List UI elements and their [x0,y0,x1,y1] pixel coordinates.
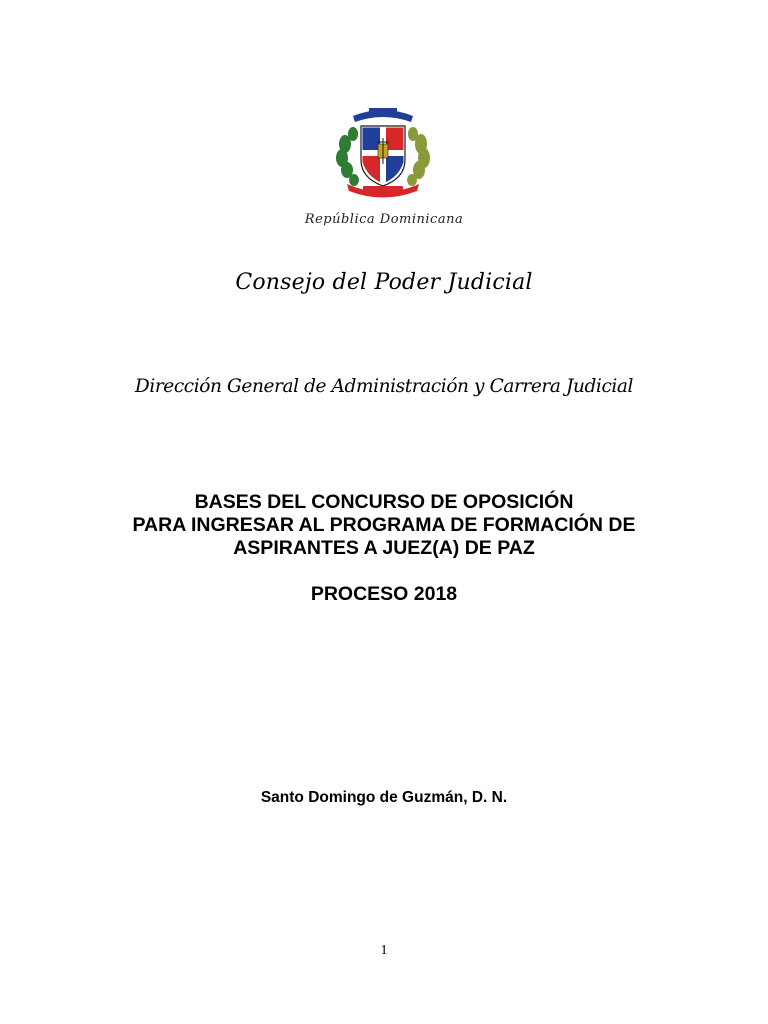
title-line-3: ASPIRANTES A JUEZ(A) DE PAZ [233,537,535,559]
council-name: Consejo del Poder Judicial [235,270,533,295]
city-location: Santo Domingo de Guzmán, D. N. [260,789,508,806]
coat-of-arms-icon [333,104,433,200]
directorate-name: Dirección General de Administración y Carrera Judicial [134,376,634,397]
document-title [0,491,768,560]
process-year: PROCESO 2018 [310,583,458,605]
title-line-1: BASES DEL CONCURSO DE OPOSICIÓN [194,491,574,513]
country-name: República Dominicana [304,212,464,227]
page-number: 1 [380,943,388,958]
title-line-2: PARA INGRESAR AL PROGRAMA DE FORMACIÓN DE [132,514,636,536]
